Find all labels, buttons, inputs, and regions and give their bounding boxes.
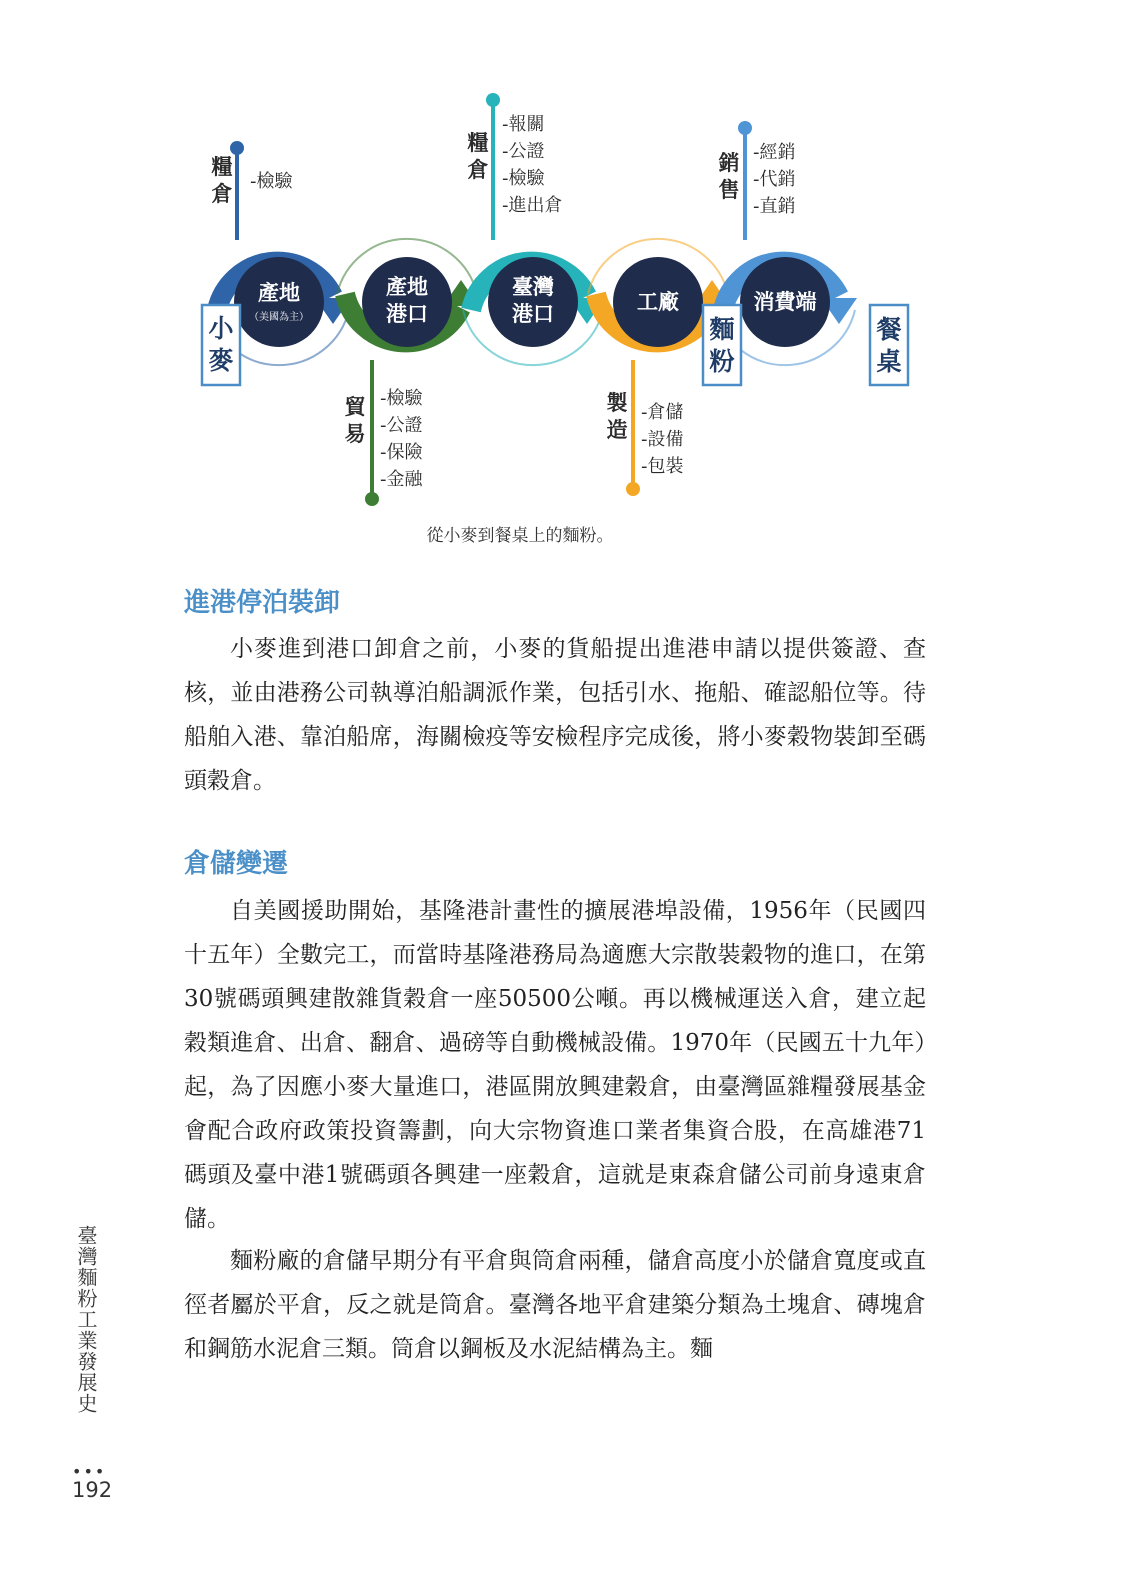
callout-title-4-char-1: 售 bbox=[718, 178, 740, 202]
page-number: 192 bbox=[72, 1478, 113, 1502]
end-box-flour bbox=[703, 305, 741, 385]
end-box-table-char2: 桌 bbox=[876, 347, 902, 376]
callout-item-4-1: -代銷 bbox=[753, 169, 796, 190]
node-consumer bbox=[740, 257, 830, 347]
callout-dot-2 bbox=[486, 93, 500, 107]
callout-item-1-1: -公證 bbox=[380, 415, 423, 436]
node-taiwan-port-label2: 港口 bbox=[512, 302, 554, 326]
callout-item-3-1: -設備 bbox=[641, 429, 684, 450]
callout-item-1-2: -保險 bbox=[380, 442, 423, 463]
callout-dot-3 bbox=[626, 482, 640, 496]
paragraph-storage-history-2: 麵粉廠的倉儲早期分有平倉與筒倉兩種，儲倉高度小於儲倉寬度或直徑者屬於平倉，反之就是筒倉。臺灣各地平倉建築分類為土塊倉、磚塊倉和鋼筋水泥倉三類。筒倉以鋼板及水泥結構為主。麵 bbox=[184, 1248, 926, 1362]
callout-dot-0 bbox=[230, 141, 244, 155]
node-origin-port bbox=[362, 257, 452, 347]
callout-title-2-char-1: 倉 bbox=[467, 158, 489, 182]
paragraph-storage-history-1: 自美國援助開始，基隆港計畫性的擴展港埠設備，1956年（民國四十五年）全數完工，而當時基隆港務局為適應大宗散裝穀物的進口，在第30號碼頭興建散雜貨穀倉一座50500公噸。再以機械運送入倉，建立起穀類進倉、出倉、翻倉、過磅等自動機械設備。1970年（民國五十九年）起，為了因應小麥大量進口，港區開放興建穀倉，由臺灣區雜糧發展基金會配合政府政策投資籌劃，向大宗物資進口業者集資合股，在高雄港71碼頭及臺中港1號碼頭各興建一座穀倉，這就是東森倉儲公司前身遠東倉儲。 bbox=[184, 898, 926, 1232]
section-heading-storage-history: 倉儲變遷 bbox=[184, 849, 289, 879]
callout-item-2-3: -進出倉 bbox=[502, 195, 563, 216]
node-origin-port-label2: 港口 bbox=[386, 302, 428, 326]
end-box-wheat-char1: 小 bbox=[208, 314, 234, 343]
callout-item-2-0: -報關 bbox=[502, 114, 545, 135]
callout-title-1-char-0: 貿 bbox=[344, 395, 366, 419]
callout-dot-4 bbox=[738, 121, 752, 135]
end-box-flour-char1: 麵 bbox=[709, 315, 735, 344]
callout-title-4-char-0: 銷 bbox=[718, 151, 740, 175]
callout-dot-1 bbox=[365, 492, 379, 506]
node-origin-label: 產地 bbox=[258, 281, 300, 305]
node-factory-label: 工廠 bbox=[637, 290, 679, 314]
callout-title-2-char-0: 糧 bbox=[467, 131, 489, 155]
callout-item-4-0: -經銷 bbox=[753, 142, 796, 163]
callout-title-3-char-1: 造 bbox=[606, 418, 628, 442]
callout-title-0-char-1: 倉 bbox=[211, 182, 233, 206]
book-title-vertical: 臺灣麵粉工業發展史 bbox=[74, 1225, 98, 1414]
callout-item-3-0: -倉儲 bbox=[641, 402, 684, 423]
page-dots: ••• bbox=[72, 1462, 107, 1481]
section-heading-port-berthing: 進港停泊裝卸 bbox=[184, 588, 341, 618]
callout-item-4-2: -直銷 bbox=[753, 196, 796, 217]
end-box-flour-char2: 粉 bbox=[709, 347, 735, 376]
node-origin bbox=[234, 257, 324, 347]
end-box-wheat bbox=[202, 305, 240, 385]
callout-title-1-char-1: 易 bbox=[344, 422, 366, 446]
callout-title-3-char-0: 製 bbox=[606, 391, 628, 415]
node-taiwan-port-label1: 臺灣 bbox=[512, 275, 554, 299]
wheat-to-table-diagram bbox=[0, 0, 1140, 560]
node-taiwan-port bbox=[488, 257, 578, 347]
node-factory bbox=[613, 257, 703, 347]
node-consumer-label: 消費端 bbox=[753, 290, 817, 314]
callout-item-1-3: -金融 bbox=[380, 469, 423, 490]
end-box-table-char1: 餐 bbox=[876, 315, 902, 344]
callout-item-1-0: -檢驗 bbox=[380, 388, 423, 409]
node-origin-port-label1: 產地 bbox=[386, 275, 428, 299]
callout-item-3-2: -包裝 bbox=[641, 456, 684, 477]
figure-caption: 從小麥到餐桌上的麵粉。 bbox=[426, 526, 614, 546]
node-origin-sublabel: （美國為主） bbox=[249, 312, 309, 323]
callout-item-0-0: -檢驗 bbox=[250, 171, 293, 192]
callout-item-2-1: -公證 bbox=[502, 141, 545, 162]
callout-item-2-2: -檢驗 bbox=[502, 168, 545, 189]
callout-title-0-char-0: 糧 bbox=[211, 155, 233, 179]
paragraph-port-berthing: 小麥進到港口卸倉之前，小麥的貨船提出進港申請以提供簽證、查核，並由港務公司執導泊船調派作業，包括引水、拖船、確認船位等。待船舶入港、靠泊船席，海關檢疫等安檢程序完成後，將小麥穀物裝卸至碼頭穀倉。 bbox=[184, 636, 926, 794]
end-box-table bbox=[870, 305, 908, 385]
end-box-wheat-char2: 麥 bbox=[208, 346, 234, 375]
